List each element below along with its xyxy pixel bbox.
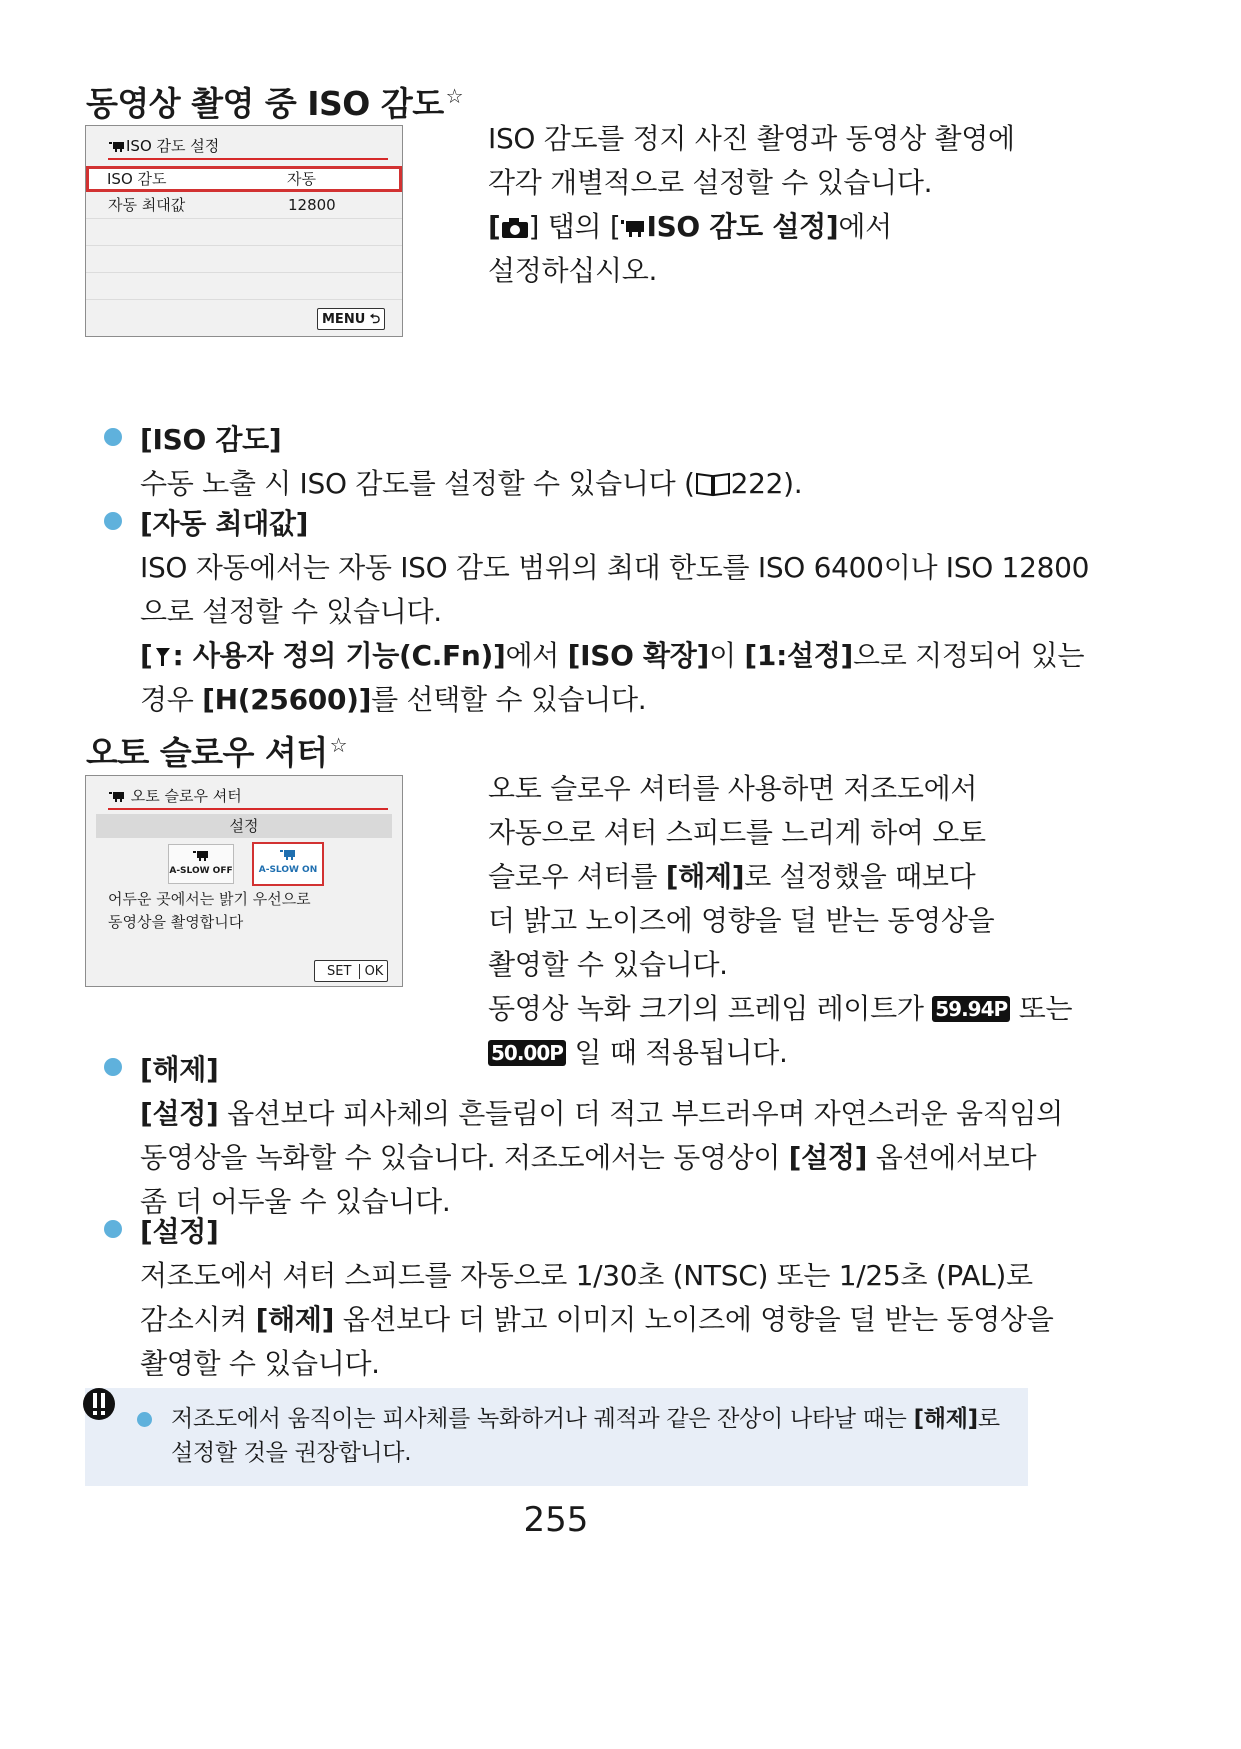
custom-function-icon <box>153 644 173 668</box>
movie-camera-icon <box>108 789 126 803</box>
bullet-auto-max: [자동 최대값] ISO 자동에서는 자동 ISO 감도 범위의 최대 한도를 ISO 6400이나 ISO 12800 으로 설정할 수 있습니다. [ : 사용자 정의 기능(C.Fn)]에서 [ISO 확장]이 [1:설정]으로 지정되어 있는 경우 [H(25600)]를 선택할 수 있습니다. <box>140 507 1090 716</box>
auto-slow-shutter-screen <box>85 775 403 987</box>
movie-camera-icon <box>192 848 210 862</box>
bullet-icon <box>104 428 122 446</box>
set-ok-button[interactable]: SET OK <box>314 960 388 982</box>
movie-camera-icon <box>108 139 126 153</box>
caution-note <box>85 1388 1028 1486</box>
iso-settings-screen <box>85 125 403 337</box>
bullet-disable: [해제] [설정] 옵션보다 피사체의 흔들림이 더 적고 부드러우며 자연스러운 움직임의 동영상을 녹화할 수 있습니다. 저조도에서는 동영상이 [설정] 옵션에서보다 좀 더 어두울 수 있습니다. <box>140 1053 1063 1218</box>
section-heading-auto-slow-shutter: 오토 슬로우 셔터 ☆ <box>86 733 348 772</box>
auto-slow-description: 오토 슬로우 셔터를 사용하면 저조도에서 자동으로 셔터 스피드를 느리게 하여 오토 슬로우 셔터를 [해제]로 설정했을 때보다 더 밝고 노이즈에 영향을 덜 받는 동영상을 촬영할 수 있습니다. 동영상 녹화 크기의 프레임 레이트가 59.94P 또는 50.00P 일 때 적용됩니다. <box>488 772 1073 1069</box>
camera-icon <box>501 217 529 239</box>
menu-row-empty <box>86 246 402 273</box>
menu-row-empty <box>86 219 402 246</box>
menu-button[interactable]: MENU ⮌ <box>317 308 385 330</box>
bullet-icon <box>137 1412 152 1427</box>
screen-title: 오토 슬로우 셔터 <box>108 784 388 810</box>
bullet-icon <box>104 512 122 530</box>
caution-icon <box>81 1386 117 1422</box>
bullet-icon <box>104 1220 122 1238</box>
bullet-iso-speed: [ISO 감도] 수동 노출 시 ISO 감도를 설정할 수 있습니다 ( 222). <box>140 423 803 500</box>
option-a-slow-off[interactable]: A-SLOW OFF <box>168 844 234 884</box>
frame-rate-badge: 59.94P <box>932 996 1010 1022</box>
frame-rate-badge: 50.00P <box>488 1040 566 1066</box>
section-heading-iso: 동영상 촬영 중 ISO 감도 ☆ <box>86 84 464 123</box>
movie-camera-icon <box>620 217 646 239</box>
menu-row-auto-max[interactable]: 자동 최대값 12800 <box>86 192 402 219</box>
note-text: 저조도에서 움직이는 피사체를 녹화하거나 궤적과 같은 잔상이 나타날 때는 [해제]로 설정할 것을 권장합니다. <box>171 1406 1000 1466</box>
menu-row-iso-speed[interactable]: ISO 감도 자동 <box>86 166 402 192</box>
option-a-slow-on[interactable]: A-SLOW ON <box>252 842 324 886</box>
option-description: 어두운 곳에서는 밝기 우선으로 동영상을 촬영합니다 <box>108 890 311 931</box>
bullet-enable: [설정] 저조도에서 셔터 스피드를 자동으로 1/30초 (NTSC) 또는 1/25초 (PAL)로 감소시켜 [해제] 옵션보다 더 밝고 이미지 노이즈에 영향을 덜 받는 동영상을 촬영할 수 있습니다. <box>140 1215 1054 1380</box>
bullet-icon <box>104 1058 122 1076</box>
iso-description: ISO 감도를 정지 사진 촬영과 동영상 촬영에 각각 개별적으로 설정할 수 있습니다. [ ] 탭의 [ ISO 감도 설정]에서 설정하십시오. <box>488 122 1015 287</box>
return-icon: ⮌ <box>369 312 381 327</box>
menu-row-empty <box>86 273 402 300</box>
book-icon <box>695 471 731 497</box>
star-icon: ☆ <box>329 733 348 757</box>
screen-title: ISO 감도 설정 <box>108 134 388 160</box>
page-number: 255 <box>523 1500 589 1540</box>
movie-camera-icon <box>279 847 297 861</box>
current-setting-label: 설정 <box>96 814 392 838</box>
star-icon: ☆ <box>445 84 464 108</box>
